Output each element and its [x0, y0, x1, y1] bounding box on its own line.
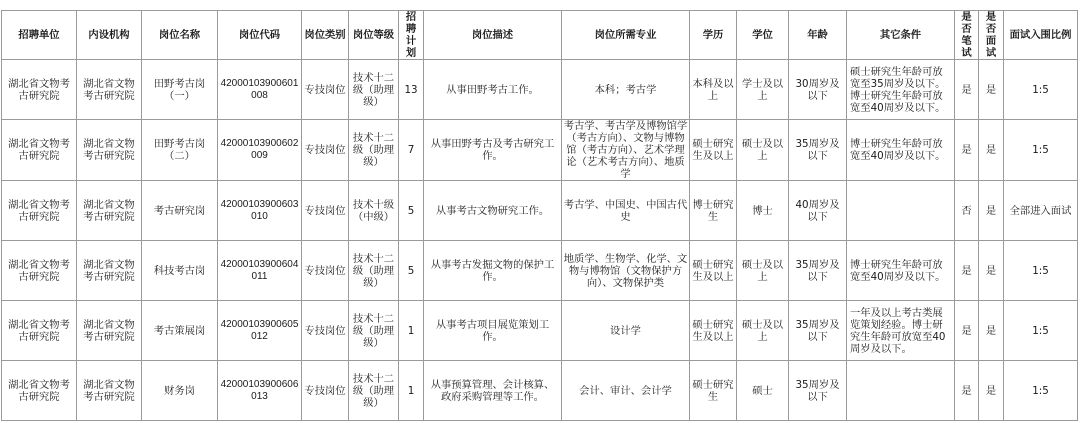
cell-unit: 湖北省文物考古研究院 — [2, 301, 77, 361]
cell-unit: 湖北省文物考古研究院 — [2, 60, 77, 120]
cell-dept: 湖北省文物考古研究院 — [77, 241, 142, 301]
header-major: 岗位所需专业 — [562, 11, 690, 60]
cell-interview: 是 — [979, 181, 1004, 241]
cell-other — [847, 361, 955, 421]
header-ratio: 面试入围比例 — [1004, 11, 1078, 60]
cell-degree: 硕士 — [737, 361, 789, 421]
cell-interview: 是 — [979, 361, 1004, 421]
cell-description: 从事考古项目展览策划工作。 — [424, 301, 562, 361]
cell-age: 40周岁及以下 — [789, 181, 847, 241]
cell-code: 42000103900601008 — [218, 60, 302, 120]
recruitment-table-grid — [1, 10, 1078, 421]
cell-interview: 是 — [979, 301, 1004, 361]
cell-position: 科技考古岗 — [142, 241, 218, 301]
cell-code: 42000103900602009 — [218, 120, 302, 181]
cell-description: 从事田野考古及考古研究工作。 — [424, 120, 562, 181]
table-row — [2, 241, 1078, 301]
cell-major: 会计、审计、会计学 — [562, 361, 690, 421]
cell-plan: 5 — [399, 241, 424, 301]
cell-degree: 硕士及以上 — [737, 301, 789, 361]
header-description: 岗位描述 — [424, 11, 562, 60]
cell-category: 专技岗位 — [302, 181, 349, 241]
cell-plan: 7 — [399, 120, 424, 181]
cell-age: 35周岁及以下 — [789, 361, 847, 421]
header-unit: 招聘单位 — [2, 11, 77, 60]
cell-ratio: 全部进入面试 — [1004, 181, 1078, 241]
cell-major: 设计学 — [562, 301, 690, 361]
cell-dept: 湖北省文物考古研究院 — [77, 361, 142, 421]
cell-interview: 是 — [979, 60, 1004, 120]
cell-ratio: 1:5 — [1004, 301, 1078, 361]
header-age: 年龄 — [789, 11, 847, 60]
cell-other: 博士研究生年龄可放宽至40周岁及以下。 — [847, 120, 955, 181]
cell-position: 考古研究岗 — [142, 181, 218, 241]
cell-code: 42000103900603010 — [218, 181, 302, 241]
cell-ratio: 1:5 — [1004, 120, 1078, 181]
cell-ratio: 1:5 — [1004, 241, 1078, 301]
cell-level: 技术十二级（助理级） — [349, 361, 399, 421]
cell-level: 技术十二级（助理级） — [349, 120, 399, 181]
cell-category: 专技岗位 — [302, 301, 349, 361]
cell-major: 地质学、生物学、化学、文物与博物馆（文物保护方向）、文物保护类 — [562, 241, 690, 301]
table-row — [2, 301, 1078, 361]
cell-written-exam: 是 — [955, 361, 979, 421]
header-dept: 内设机构 — [77, 11, 142, 60]
cell-unit: 湖北省文物考古研究院 — [2, 241, 77, 301]
recruitment-table — [1, 10, 1077, 421]
cell-position: 考古策展岗 — [142, 301, 218, 361]
header-row — [2, 11, 1078, 60]
cell-age: 35周岁及以下 — [789, 120, 847, 181]
cell-age: 30周岁及以下 — [789, 60, 847, 120]
cell-code: 42000103900605012 — [218, 301, 302, 361]
cell-written-exam: 是 — [955, 60, 979, 120]
cell-unit: 湖北省文物考古研究院 — [2, 361, 77, 421]
cell-major: 本科；考古学 — [562, 60, 690, 120]
cell-category: 专技岗位 — [302, 241, 349, 301]
header-other: 其它条件 — [847, 11, 955, 60]
cell-degree: 博士 — [737, 181, 789, 241]
table-row — [2, 60, 1078, 120]
cell-category: 专技岗位 — [302, 361, 349, 421]
cell-written-exam: 是 — [955, 301, 979, 361]
cell-description: 从事考古发掘文物的保护工作。 — [424, 241, 562, 301]
cell-category: 专技岗位 — [302, 60, 349, 120]
header-education: 学历 — [690, 11, 737, 60]
cell-category: 专技岗位 — [302, 120, 349, 181]
cell-unit: 湖北省文物考古研究院 — [2, 120, 77, 181]
cell-education: 硕士研究生 — [690, 361, 737, 421]
header-level: 岗位等级 — [349, 11, 399, 60]
cell-dept: 湖北省文物考古研究院 — [77, 60, 142, 120]
cell-other: 一年及以上考古类展览策划经验。博士研究生年龄可放宽至40周岁及以下。 — [847, 301, 955, 361]
cell-plan: 5 — [399, 181, 424, 241]
cell-plan: 1 — [399, 361, 424, 421]
header-position: 岗位名称 — [142, 11, 218, 60]
table-row — [2, 181, 1078, 241]
cell-age: 35周岁及以下 — [789, 241, 847, 301]
header-category: 岗位类别 — [302, 11, 349, 60]
cell-interview: 是 — [979, 120, 1004, 181]
cell-other — [847, 181, 955, 241]
cell-written-exam: 是 — [955, 120, 979, 181]
table-row — [2, 361, 1078, 421]
cell-degree: 硕士及以上 — [737, 120, 789, 181]
cell-description: 从事田野考古工作。 — [424, 60, 562, 120]
cell-ratio: 1:5 — [1004, 60, 1078, 120]
cell-dept: 湖北省文物考古研究院 — [77, 181, 142, 241]
cell-level: 技术十级（中级） — [349, 181, 399, 241]
cell-education: 硕士研究生及以上 — [690, 301, 737, 361]
table-row — [2, 120, 1078, 181]
header-code: 岗位代码 — [218, 11, 302, 60]
cell-interview: 是 — [979, 241, 1004, 301]
cell-code: 42000103900606013 — [218, 361, 302, 421]
cell-unit: 湖北省文物考古研究院 — [2, 181, 77, 241]
cell-other: 博士研究生年龄可放宽至40周岁及以下。 — [847, 241, 955, 301]
cell-position: 财务岗 — [142, 361, 218, 421]
cell-plan: 1 — [399, 301, 424, 361]
cell-major: 考古学、中国史、中国古代史 — [562, 181, 690, 241]
cell-education: 博士研究生 — [690, 181, 737, 241]
header-interview: 是否面试 — [979, 11, 1004, 60]
cell-position: 田野考古岗（二） — [142, 120, 218, 181]
cell-written-exam: 否 — [955, 181, 979, 241]
cell-degree: 学士及以上 — [737, 60, 789, 120]
cell-dept: 湖北省文物考古研究院 — [77, 120, 142, 181]
cell-written-exam: 是 — [955, 241, 979, 301]
cell-age: 35周岁及以下 — [789, 301, 847, 361]
cell-position: 田野考古岗（一） — [142, 60, 218, 120]
cell-level: 技术十二级（助理级） — [349, 241, 399, 301]
cell-degree: 硕士及以上 — [737, 241, 789, 301]
header-degree: 学位 — [737, 11, 789, 60]
cell-other: 硕士研究生年龄可放宽至35周岁及以下。博士研究生年龄可放宽至40周岁及以下。 — [847, 60, 955, 120]
cell-dept: 湖北省文物考古研究院 — [77, 301, 142, 361]
cell-education: 硕士研究生及以上 — [690, 241, 737, 301]
cell-code: 42000103900604011 — [218, 241, 302, 301]
cell-description: 从事考古文物研究工作。 — [424, 181, 562, 241]
cell-ratio: 1:5 — [1004, 361, 1078, 421]
cell-major: 考古学、考古学及博物馆学（考古方向）、文物与博物馆（考古方向）、艺术学理论（艺术考古方向）、地质学 — [562, 120, 690, 181]
header-written-exam: 是否笔试 — [955, 11, 979, 60]
cell-education: 本科及以上 — [690, 60, 737, 120]
header-plan: 招聘计划 — [399, 11, 424, 60]
cell-level: 技术十二级（助理级） — [349, 60, 399, 120]
cell-level: 技术十二级（助理级） — [349, 301, 399, 361]
cell-description: 从事预算管理、会计核算、政府采购管理等工作。 — [424, 361, 562, 421]
cell-education: 硕士研究生及以上 — [690, 120, 737, 181]
cell-plan: 13 — [399, 60, 424, 120]
